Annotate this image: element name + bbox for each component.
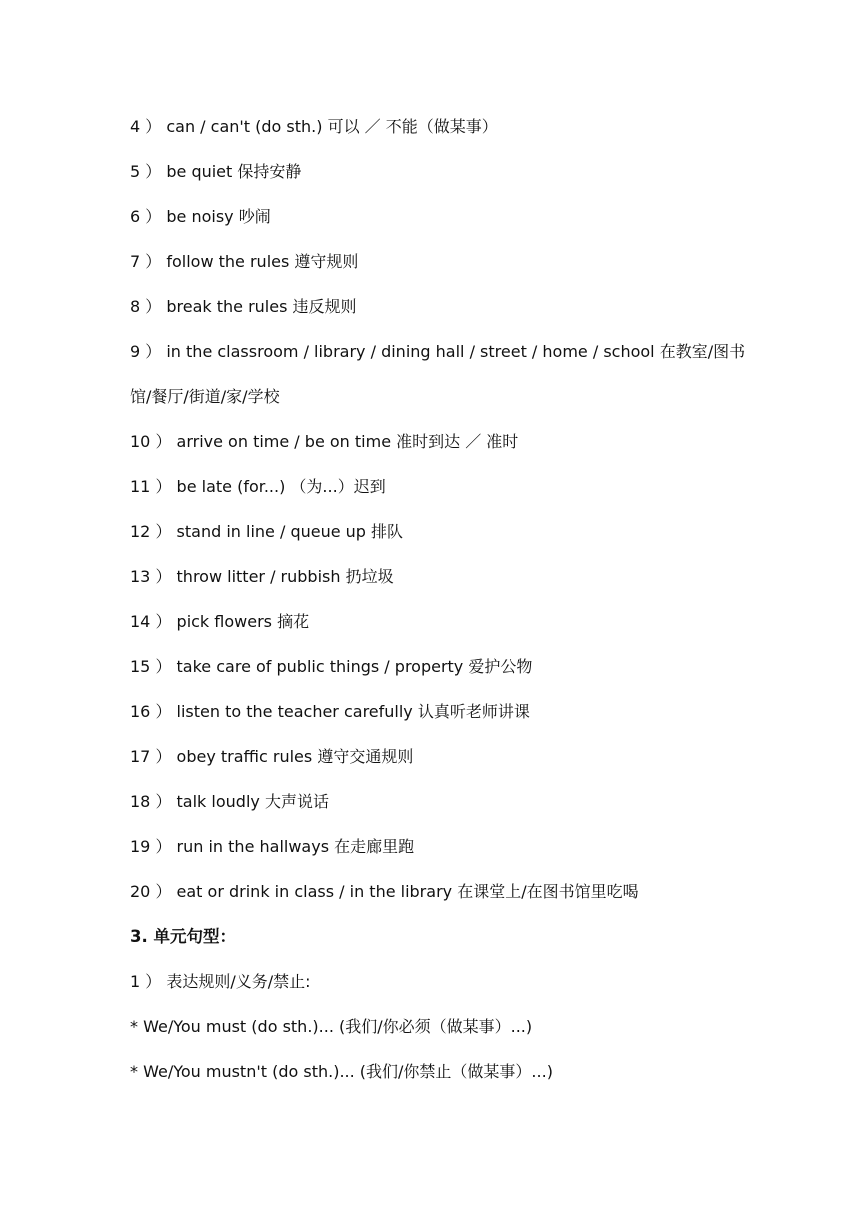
vocab-item-18: 18 ） talk loudly 大声说话 [130,792,329,811]
vocab-item-7: 7 ） follow the rules 遵守规则 [130,252,359,271]
vocab-item-13: 13 ） throw litter / rubbish 扔垃圾 [130,567,394,586]
vocab-item-4: 4 ） can / can't (do sth.) 可以 ／ 不能（做某事） [130,117,498,136]
vocab-item-6: 6 ） be noisy 吵闹 [130,207,271,226]
vocab-item-19: 19 ） run in the hallways 在走廊里跑 [130,837,415,856]
vocab-item-12: 12 ） stand in line / queue up 排队 [130,522,404,541]
vocab-item-15: 15 ） take care of public things / property 爱护公物 [130,657,533,676]
vocab-item-9-continued: 馆/餐厅/街道/家/学校 [130,387,280,406]
vocab-item-10: 10 ） arrive on time / be on time 准时到达 ／ 准时 [130,432,519,451]
section-heading-sentence-patterns: 3. 单元句型： [130,927,236,946]
pattern-item-1: 1 ） 表达规则/义务/禁止: [130,972,311,991]
vocab-item-17: 17 ） obey traffic rules 遵守交通规则 [130,747,414,766]
document-page [130,108,750,1098]
vocab-item-14: 14 ） pick flowers 摘花 [130,612,310,631]
vocab-item-20: 20 ） eat or drink in class / in the library 在课堂上/在图书馆里吃喝 [130,882,639,901]
vocab-item-5: 5 ） be quiet 保持安静 [130,162,302,181]
pattern-example-must: * We/You must (do sth.)... (我们/你必须（做某事）...) [130,1017,533,1036]
vocab-item-8: 8 ） break the rules 违反规则 [130,297,357,316]
vocab-item-9: 9 ） in the classroom / library / dining hall / street / home / school 在教室/图书 [130,342,746,361]
vocab-item-11: 11 ） be late (for...) （为...）迟到 [130,477,386,496]
vocab-item-16: 16 ） listen to the teacher carefully 认真听老师讲课 [130,702,530,721]
pattern-example-mustnt: * We/You mustn't (do sth.)... (我们/你禁止（做某事）...) [130,1062,553,1081]
